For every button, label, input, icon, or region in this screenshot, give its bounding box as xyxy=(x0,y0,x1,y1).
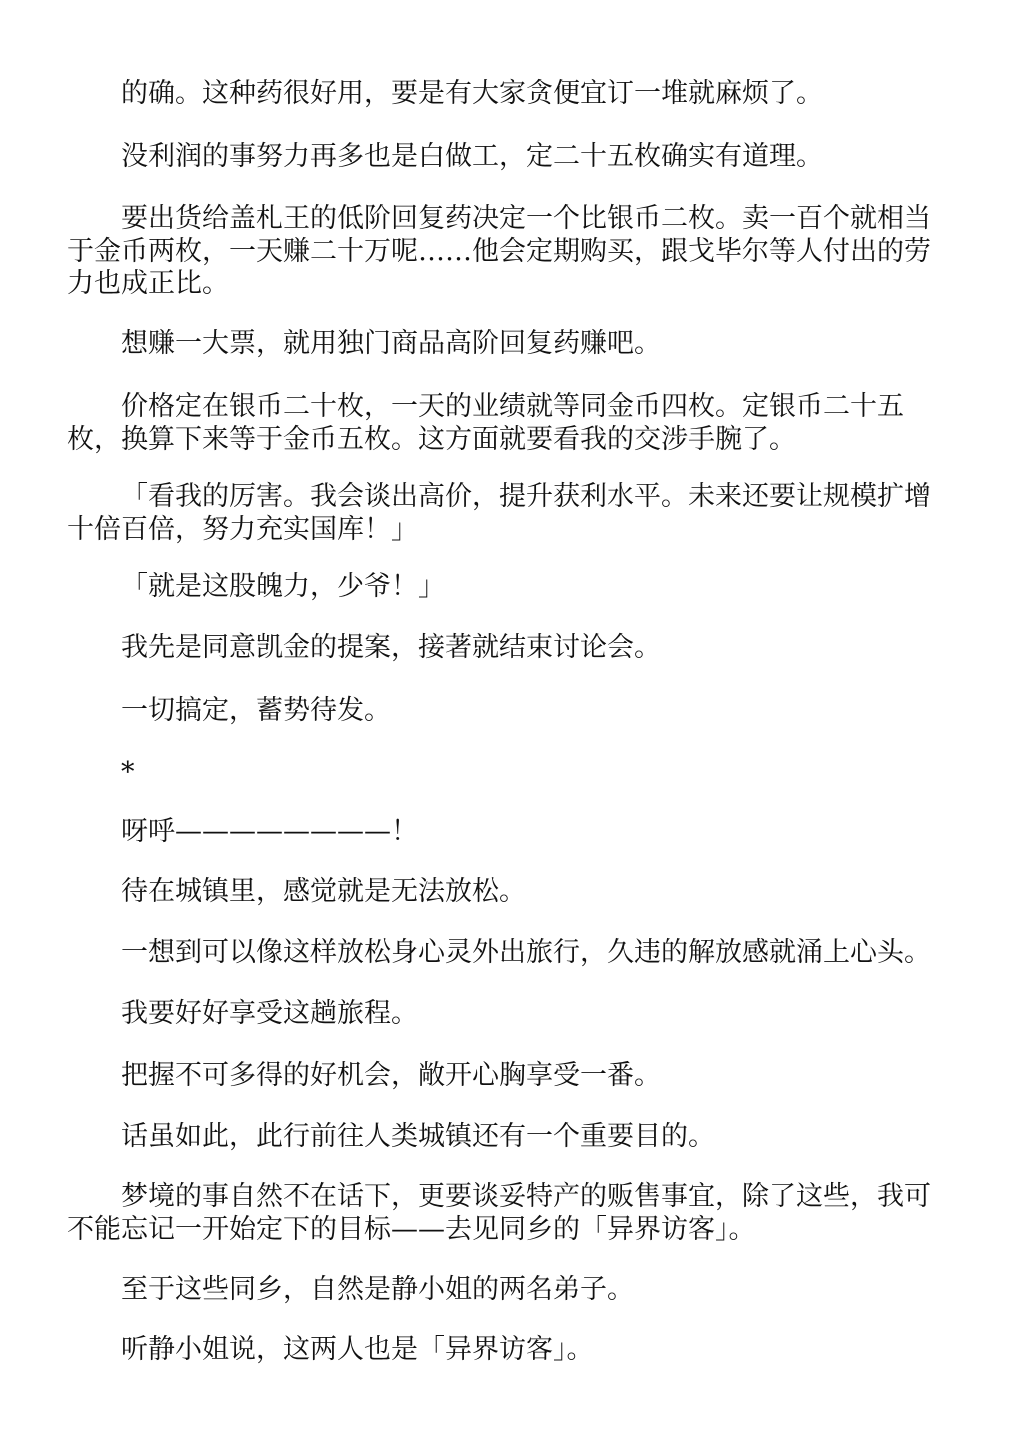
paragraph-14: 把握不可多得的好机会，敞开心胸享受一番。 xyxy=(121,1060,661,1091)
section-separator: * xyxy=(121,757,135,788)
paragraph-15: 话虽如此，此行前往人类城镇还有一个重要目的。 xyxy=(121,1121,715,1152)
paragraph-12: 一想到可以像这样放松身心灵外出旅行，久违的解放感就涌上心头。 xyxy=(121,937,931,968)
paragraph-10: 呀呼————————！ xyxy=(121,816,418,847)
paragraph-8: 我先是同意凯金的提案，接著就结束讨论会。 xyxy=(121,632,661,663)
paragraph-17: 至于这些同乡，自然是静小姐的两名弟子。 xyxy=(121,1274,634,1305)
paragraph-3: 要出货给盖札王的低阶回复药决定一个比银币二枚。卖一百个就相当于金币两枚，一天赚二十万呢……他会定期购买，跟戈毕尔等人付出的劳力也成正比。 xyxy=(67,203,931,299)
paragraph-1: 的确。这种药很好用，要是有大家贪便宜订一堆就麻烦了。 xyxy=(121,78,823,109)
paragraph-11: 待在城镇里，感觉就是无法放松。 xyxy=(121,876,526,907)
paragraph-2: 没利润的事努力再多也是白做工，定二十五枚确实有道理。 xyxy=(121,141,823,172)
paragraph-5: 价格定在银币二十枚，一天的业绩就等同金币四枚。定银币二十五枚，换算下来等于金币五枚。这方面就要看我的交涉手腕了。 xyxy=(67,391,904,455)
paragraph-4: 想赚一大票，就用独门商品高阶回复药赚吧。 xyxy=(121,328,661,359)
paragraph-18: 听静小姐说，这两人也是「异界访客」。 xyxy=(121,1334,594,1365)
paragraph-7: 「就是这股魄力，少爷！」 xyxy=(121,571,445,602)
paragraph-9: 一切搞定，蓄势待发。 xyxy=(121,695,391,726)
paragraph-6: 「看我的厉害。我会谈出高价，提升获利水平。未来还要让规模扩增十倍百倍，努力充实国库！」 xyxy=(67,481,931,545)
paragraph-13: 我要好好享受这趟旅程。 xyxy=(121,998,418,1029)
paragraph-16: 梦境的事自然不在话下，更要谈妥特产的贩售事宜，除了这些，我可不能忘记一开始定下的目标——去见同乡的「异界访客」。 xyxy=(67,1181,931,1245)
